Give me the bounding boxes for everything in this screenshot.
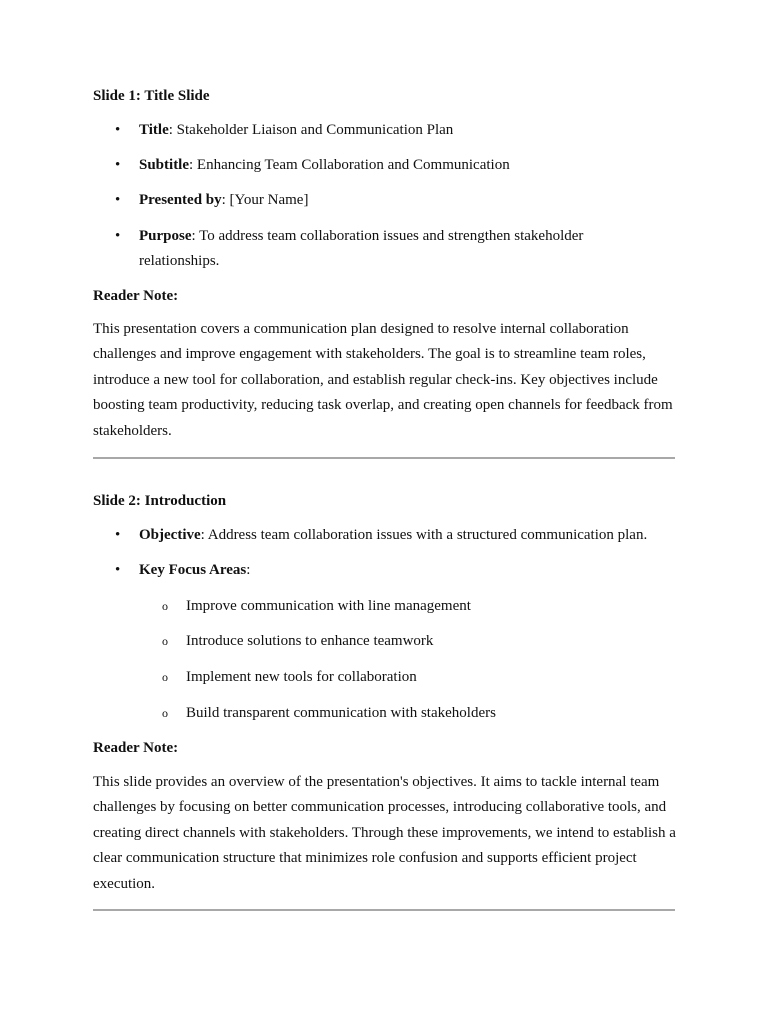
bullet-label: Subtitle — [139, 157, 190, 173]
bullet-text: : Stakeholder Liaison and Communication Plan — [168, 122, 454, 138]
sub-list-item: o Improve communication with line management — [186, 596, 666, 616]
slide1-bullet-presenter — [139, 188, 679, 213]
slide1-note-heading: Reader Note: — [93, 288, 179, 304]
bullet-text: : To address team collaboration issues and strengthen stakeholder relationships. — [139, 227, 584, 269]
sub-list-item: o Implement new tools for collaboration — [186, 667, 666, 687]
sub-list-item: o Build transparent communication with stakeholders — [186, 703, 666, 723]
slide1-bullet-purpose — [139, 224, 614, 274]
slide2-note-text: This slide provides an overview of the presentation's objectives. It aims to tackle internal team challenges by focusing on better communication processes, introducing collaborative tools, and creating direct channels with stakeholders. Through these improvements, we intend to establish a clear communication structure that minimizes role confusion and supports efficient project execution. — [93, 774, 676, 892]
bullet-text: : Enhancing Team Collaboration and Communication — [189, 157, 510, 173]
bullet-label: Purpose — [139, 227, 192, 244]
bullet-label: Title — [139, 122, 169, 138]
bullet-label: Objective — [139, 527, 201, 543]
slide1-bullet-subtitle — [139, 153, 679, 178]
bullet-label: Key Focus Areas — [139, 562, 247, 578]
slide2-bullet-focus-areas — [139, 558, 679, 583]
slide2-note-heading: Reader Note: — [93, 740, 179, 756]
bullet-text: : [Your Name] — [221, 192, 309, 208]
bullet-text: : — [246, 562, 251, 578]
slide1-bullet-title — [139, 118, 679, 143]
slide1-note-text: This presentation covers a communication plan designed to resolve internal collaboration challenges and improve engagement with stakeholders. The goal is to streamline team roles, introduce a new tool for collaboration, and establish regular check-ins. Key objectives include boosting team productivity, reducing task overlap, and creating open channels for feedback from stakeholders. — [93, 321, 673, 439]
slide-divider — [93, 457, 675, 459]
bullet-text: : Address team collaboration issues with a structured communication plan. — [200, 527, 648, 543]
bullet-label: Presented by — [139, 192, 222, 208]
slide1-heading: Slide 1: Title Slide — [93, 88, 210, 104]
slide2-bullet-objective — [139, 523, 679, 548]
slide-divider — [93, 909, 675, 911]
sub-list-item: o Introduce solutions to enhance teamwork — [186, 631, 666, 651]
slide2-heading: Slide 2: Introduction — [93, 493, 227, 509]
